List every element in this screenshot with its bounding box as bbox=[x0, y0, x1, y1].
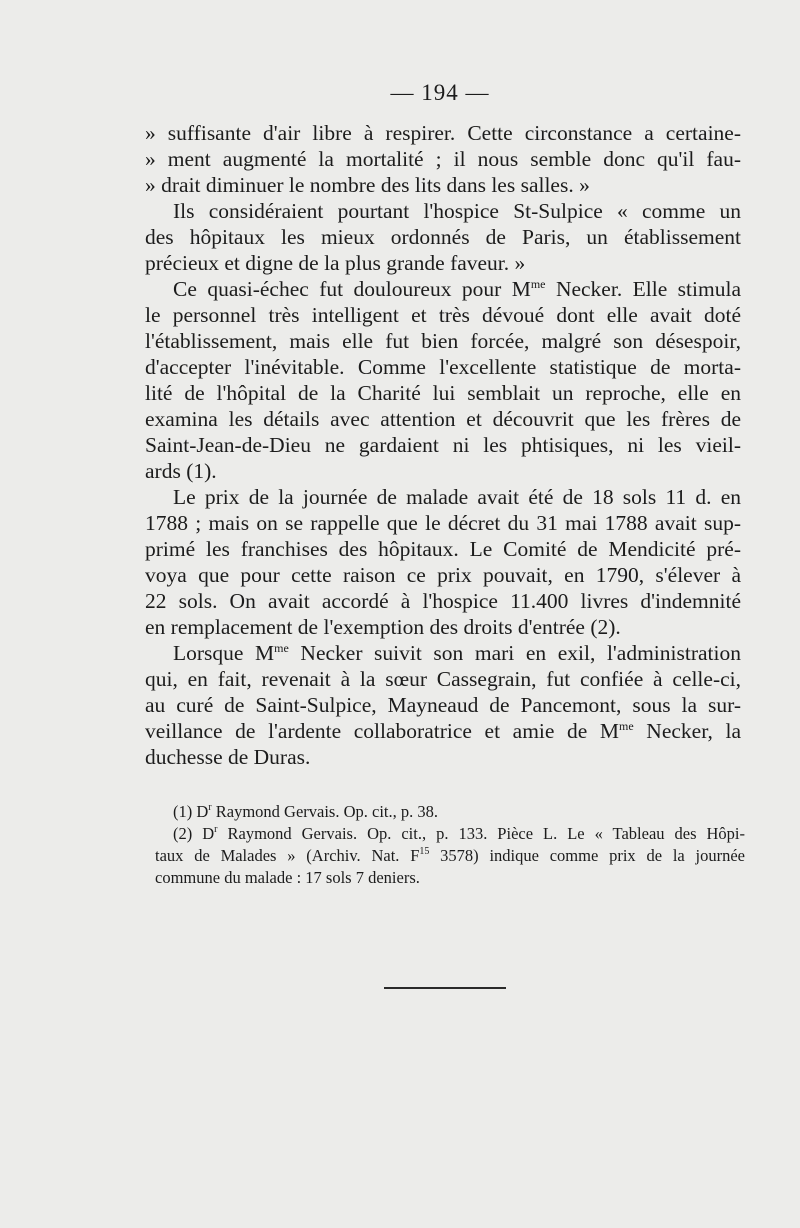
text-line: » drait diminuer le nombre des lits dans les salles. » bbox=[145, 173, 590, 197]
section-divider bbox=[384, 987, 506, 989]
text-line: » suffisante d'air libre à respirer. Cette circonstance a certaine- bbox=[145, 121, 741, 145]
footnote-line: taux de Malades » (Archiv. Nat. $F^{15}$ 3578) indique comme prix de la journée bbox=[155, 846, 745, 865]
text-line: le personnel très intelligent et très dévoué dont elle avait doté bbox=[145, 303, 741, 327]
text-line: » ment augmenté la mortalité ; il nous semble donc qu'il fau- bbox=[145, 147, 741, 171]
text-line: Ce quasi-échec fut douloureux pour $M^{me}$ Necker. Elle stimula bbox=[173, 277, 741, 301]
text-line: d'accepter l'inévitable. Comme l'excellente statistique de morta- bbox=[145, 355, 741, 379]
page-number: — 194 — bbox=[390, 80, 490, 105]
text-line: 22 sols. On avait accordé à l'hospice 11.400 livres d'indemnité bbox=[145, 589, 741, 613]
text-line: Le prix de la journée de malade avait été de 18 sols 11 d. en bbox=[173, 485, 741, 509]
text-line: en remplacement de l'exemption des droits d'entrée (2). bbox=[145, 615, 621, 639]
text-line: 1788 ; mais on se rappelle que le décret du 31 mai 1788 avait sup- bbox=[145, 511, 741, 535]
text-line: précieux et digne de la plus grande faveur. » bbox=[145, 251, 526, 275]
footnotes bbox=[155, 801, 745, 889]
text-line: examina les détails avec attention et découvrit que les frères de bbox=[145, 407, 741, 431]
text-line: Lorsque $M^{me}$ Necker suivit son mari en exil, l'administration bbox=[173, 641, 741, 665]
text-line: lité de l'hôpital de la Charité lui semblait un reproche, elle en bbox=[145, 381, 741, 405]
text-line: qui, en fait, revenait à la sœur Cassegrain, fut confiée à celle-ci, bbox=[145, 667, 741, 691]
text-line: au curé de Saint-Sulpice, Mayneaud de Pancemont, sous la sur- bbox=[145, 693, 741, 717]
text-line: Saint-Jean-de-Dieu ne gardaient ni les phtisiques, ni les vieil- bbox=[145, 433, 741, 457]
text-line: l'établissement, mais elle fut bien forcée, malgré son désespoir, bbox=[145, 329, 741, 353]
text-line: des hôpitaux les mieux ordonnés de Paris, un établissement bbox=[145, 225, 741, 249]
footnote-line: (1) $D^r$ Raymond Gervais. Op. cit., p. 38. bbox=[173, 802, 439, 821]
text-line: ards (1). bbox=[145, 459, 217, 483]
body-text bbox=[145, 120, 741, 770]
text-line: veillance de l'ardente collaboratrice et amie de $M^{me}$ Necker, la bbox=[145, 719, 741, 743]
text-line: voya que pour cette raison ce prix pouvait, en 1790, s'élever à bbox=[145, 563, 741, 587]
footnote-line: (2) $D^r$ Raymond Gervais. Op. cit., p. 133. Pièce L. Le « Tableau des Hôpi- bbox=[173, 824, 745, 843]
footnote-line: commune du malade : 17 sols 7 deniers. bbox=[155, 868, 420, 887]
text-line: Ils considéraient pourtant l'hospice St-Sulpice « comme un bbox=[173, 199, 741, 223]
text-line: primé les franchises des hôpitaux. Le Comité de Mendicité pré- bbox=[145, 537, 741, 561]
text-line: duchesse de Duras. bbox=[145, 745, 311, 769]
